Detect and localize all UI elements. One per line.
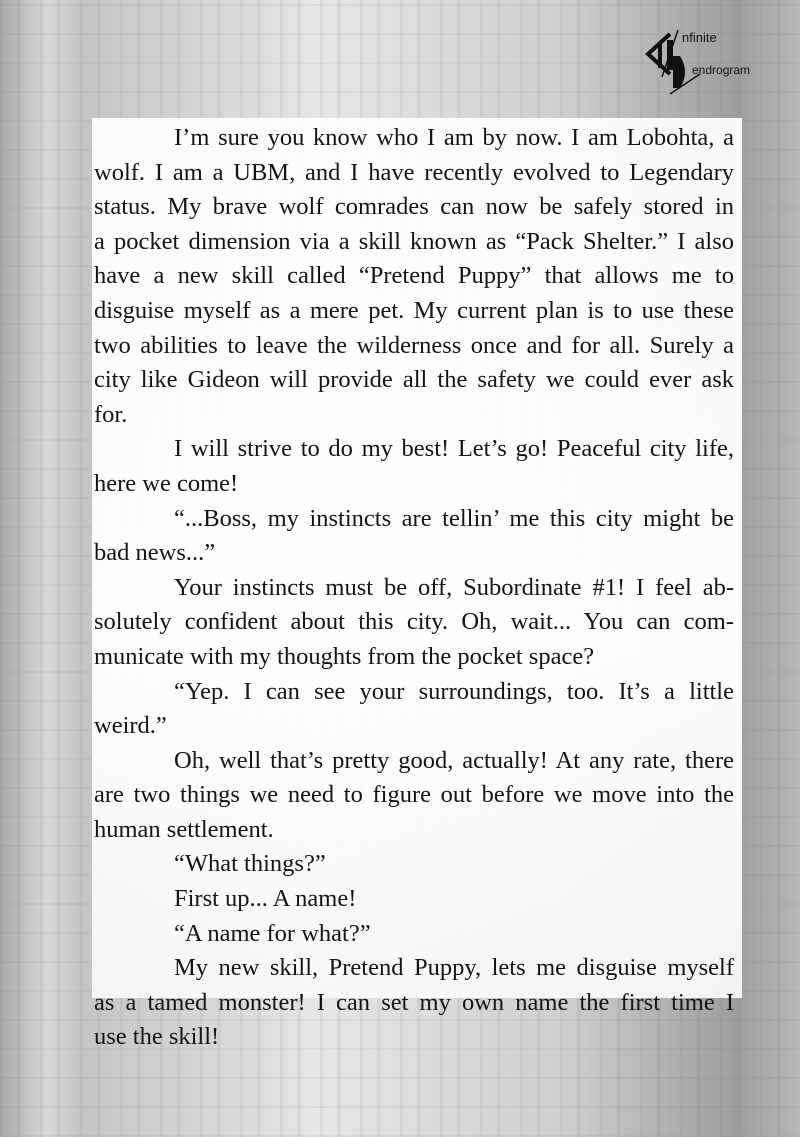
svg-text:nfinite: nfinite — [682, 30, 717, 45]
text-line: municate with my thoughts from the pocket space? — [94, 642, 595, 670]
text-line: I’m sure you know who I am by now. I am Lobohta, a — [174, 124, 734, 151]
text-line: weird.” — [94, 712, 167, 740]
story-text — [94, 121, 734, 1055]
svg-text:endrogram: endrogram — [692, 63, 751, 77]
paragraph — [94, 502, 734, 571]
paragraph — [94, 882, 734, 917]
infinite-dendrogram-logo — [640, 22, 790, 102]
text-line: for. — [94, 400, 128, 428]
text-line: I will strive to do my best! Let’s go! Peaceful city life, — [174, 435, 734, 463]
text-line: as a tamed monster! I can set my own name the first time I — [94, 988, 734, 1016]
text-line: “A name for what?” — [174, 919, 371, 947]
text-line: solutely confident about this city. Oh, wait... You can com- — [94, 608, 734, 636]
text-line: have a new skill called “Pretend Puppy” that allows me to — [94, 262, 734, 290]
text-line: here we come! — [94, 469, 239, 497]
text-line: disguise myself as a mere pet. My current plan is to use these — [94, 296, 734, 324]
text-line: a pocket dimension via a skill known as “Pack Shelter.” I also — [94, 227, 734, 255]
paragraph — [94, 571, 734, 675]
text-line: are two things we need to figure out before we move into the — [94, 781, 734, 809]
text-line: “Yep. I can see your surroundings, too. It’s a little — [174, 677, 734, 705]
paragraph — [94, 675, 734, 744]
text-line: “...Boss, my instincts are tellin’ me this city might be — [174, 504, 734, 532]
text-line: Oh, well that’s pretty good, actually! At any rate, there — [174, 746, 734, 774]
paragraph — [94, 121, 734, 432]
paragraph — [94, 847, 734, 882]
paragraph — [94, 951, 734, 1055]
text-line: use the skill! — [94, 1023, 220, 1051]
text-line: human settlement. — [94, 815, 274, 843]
paragraph — [94, 432, 734, 501]
text-line: My new skill, Pretend Puppy, lets me disguise myself — [174, 954, 734, 982]
text-line: status. My brave wolf comrades can now be safely stored in — [94, 193, 734, 221]
paragraph — [94, 917, 734, 952]
text-line: “What things?” — [174, 850, 326, 878]
text-line: Your instincts must be off, Subordinate #1! I feel ab- — [174, 573, 734, 601]
text-line: two abilities to leave the wilderness once and for all. Surely a — [94, 331, 734, 359]
text-line: wolf. I am a UBM, and I have recently evolved to Legendary — [94, 158, 734, 186]
text-line: First up... A name! — [174, 885, 357, 913]
text-line: bad news...” — [94, 539, 216, 567]
paragraph — [94, 744, 734, 848]
text-line: city like Gideon will provide all the safety we could ever ask — [94, 366, 734, 394]
